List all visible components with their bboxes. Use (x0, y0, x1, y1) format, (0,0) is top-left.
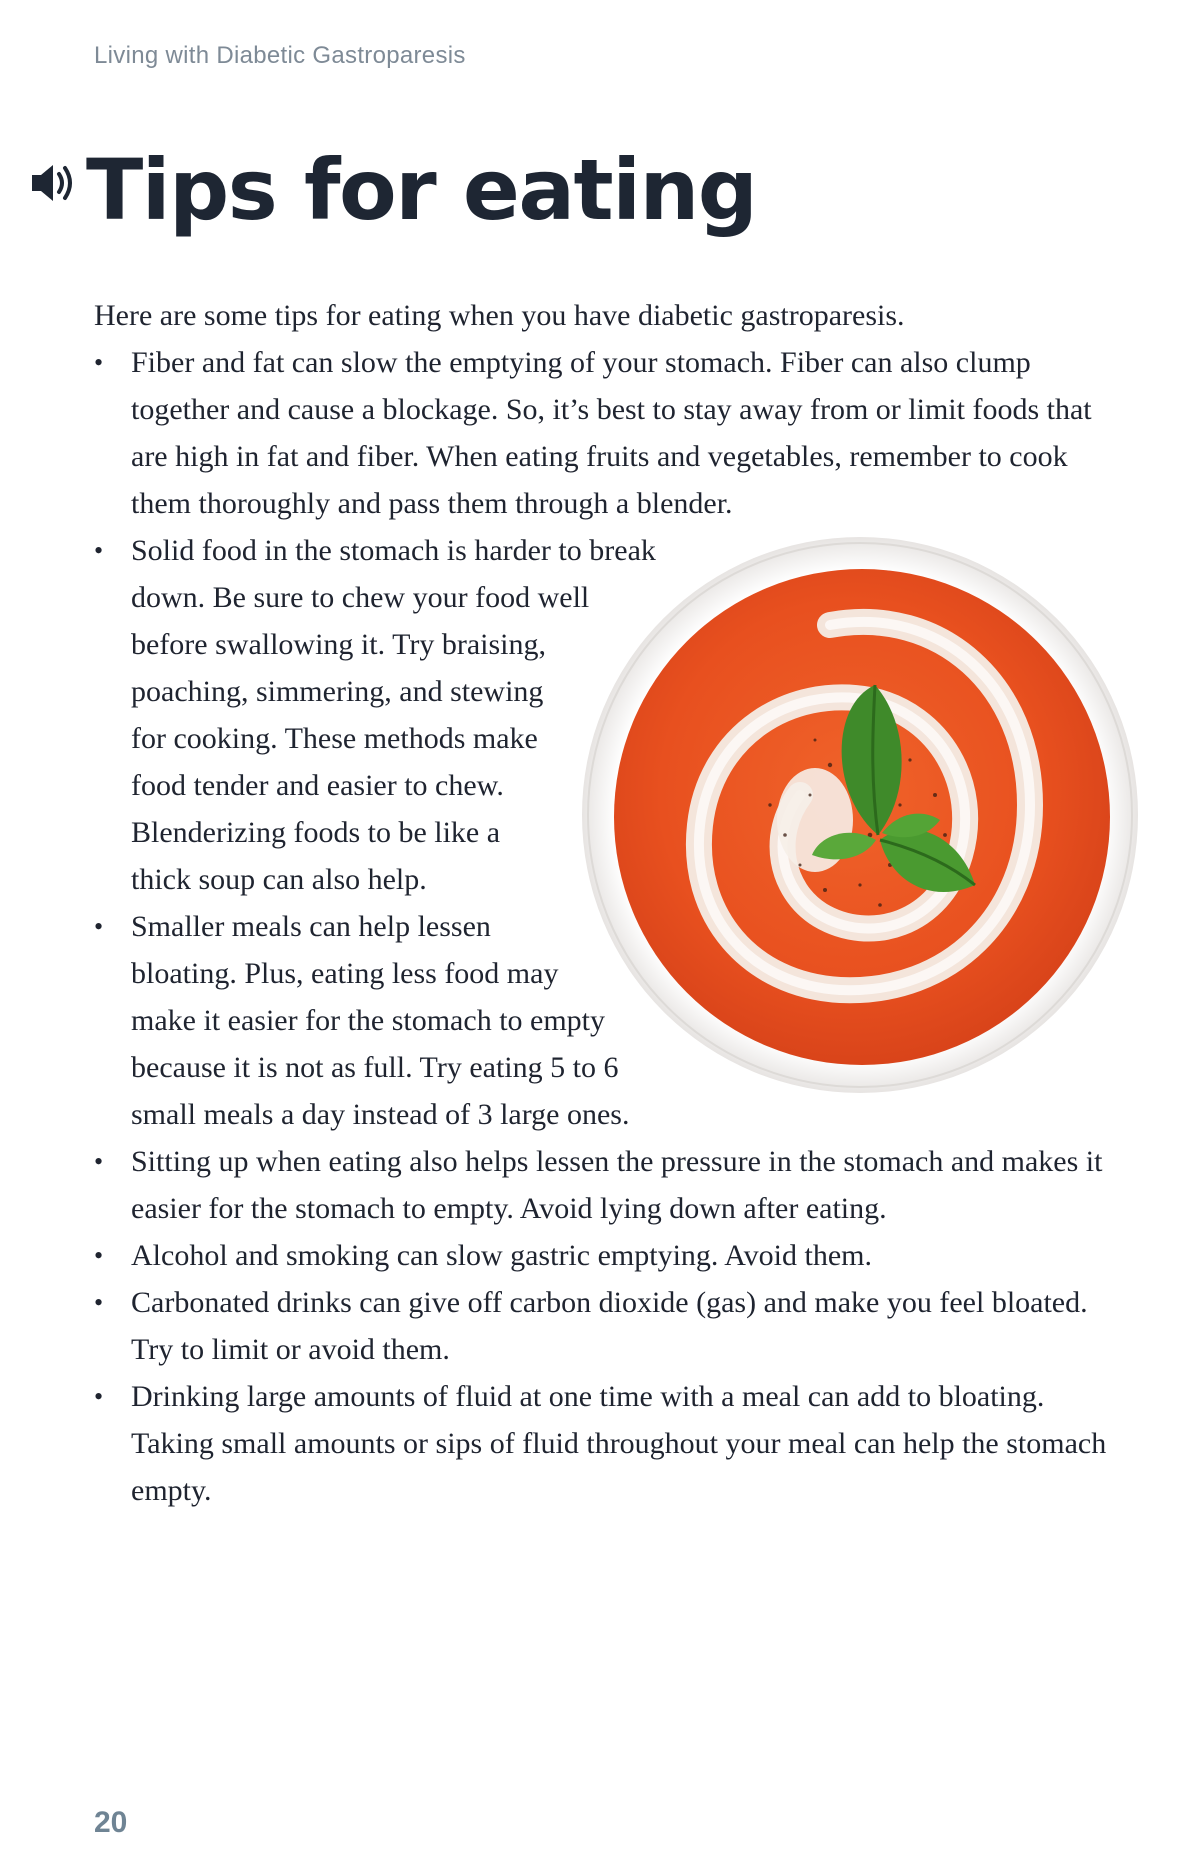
intro-text: Here are some tips for eating when you have diabetic gastroparesis. (94, 299, 905, 332)
running-head: Living with Diabetic Gastroparesis (94, 42, 466, 69)
speaker-icon[interactable] (28, 160, 76, 206)
page-title: Tips for eating (86, 141, 757, 239)
tip-item-with-image: • Solid food in the stomach is harder to break down. Be sure to chew your food well before swallowing it. Try braising, poaching, simmering, and stewing for cooking. These methods make food tender and easier to chew. Blenderizing foods to be like a thick soup can also help. (94, 527, 1124, 903)
tip-item: • Sitting up when eating also helps lessen the pressure in the stomach and makes it easier for the stomach to empty. Avoid lying down after eating. (94, 1138, 1124, 1232)
page-number: 20 (94, 1806, 128, 1839)
tip-item: • Alcohol and smoking can slow gastric emptying. Avoid them. (94, 1232, 1124, 1279)
tip-item: • Drinking large amounts of fluid at one time with a meal can add to bloating. Taking small amounts or sips of fluid throughout your meal can help the stomach empty. (94, 1373, 1124, 1514)
tip-item: • Smaller meals can help lessen bloating. Plus, eating less food may make it easier for the stomach to empty because it is not as full. Try eating 5 to 6 small meals a day instead of 3 large ones. (94, 903, 1124, 1138)
tip-item: • Carbonated drinks can give off carbon dioxide (gas) and make you feel bloated. Try to limit or avoid them. (94, 1279, 1124, 1373)
main-content (94, 292, 1124, 1514)
tips-list (94, 339, 1124, 1514)
tip-item: • Fiber and fat can slow the emptying of your stomach. Fiber can also clump together and cause a blockage. So, it’s best to stay away from or limit foods that are high in fat and fiber. When eating fruits and vegetables, remember to cook them thoroughly and pass them through a blender. (94, 339, 1124, 527)
